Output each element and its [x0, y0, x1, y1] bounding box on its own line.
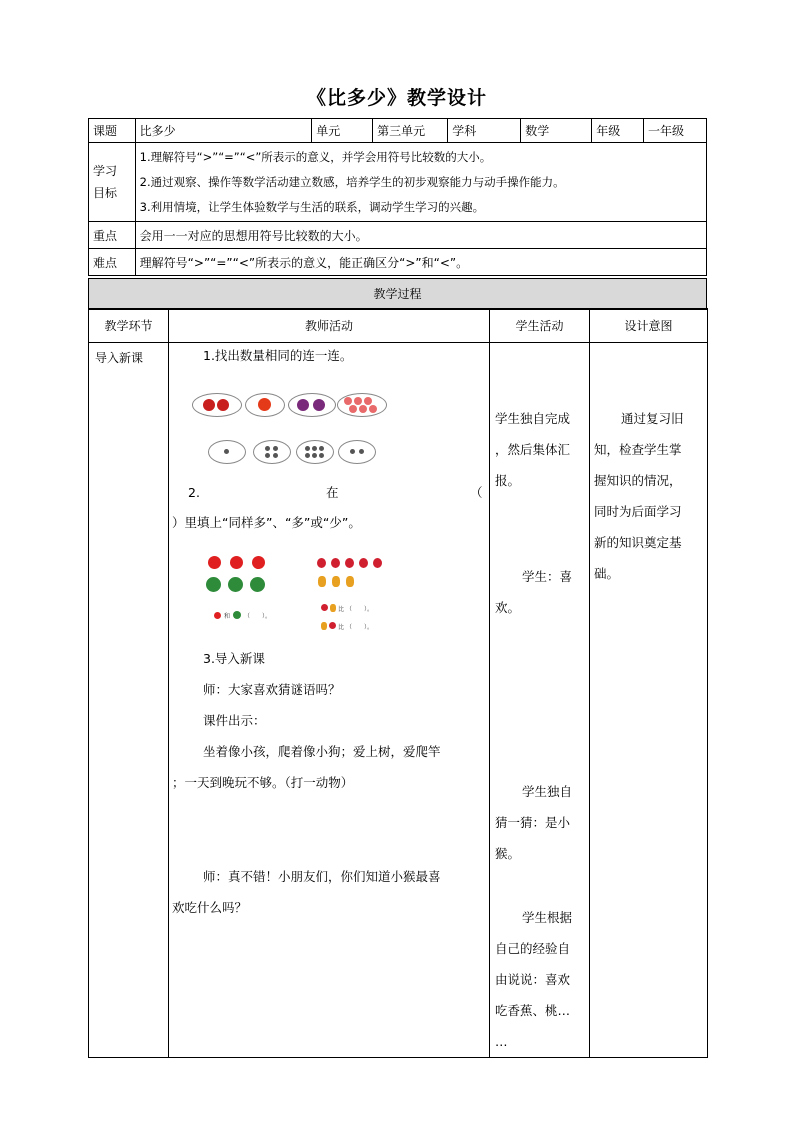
- dot: [273, 453, 278, 458]
- teacher-item-1: 1.找出数量相同的连一连。: [203, 348, 353, 363]
- apple-icon: [230, 556, 243, 569]
- objectives-list: [135, 143, 706, 222]
- student-line: 学生独自: [522, 784, 573, 799]
- student-line: 自己的经验自: [495, 941, 571, 956]
- pineapple-icon: [332, 576, 340, 587]
- dot: [273, 446, 278, 451]
- student-line: 报。: [495, 473, 521, 488]
- dot: [224, 449, 229, 454]
- oval-dots-2: [338, 440, 376, 464]
- student-line: 猴。: [495, 846, 521, 861]
- apple-icon: [258, 398, 271, 411]
- apple-icon: [208, 556, 221, 569]
- peach-icon: [349, 405, 357, 413]
- intent-line: 知，检查学生掌: [594, 442, 682, 457]
- riddle-line-a: 坐着像小孩，爬着像小狗；爱上树，爱爬竿: [203, 744, 441, 759]
- strawberry-icon: [329, 622, 336, 629]
- riddle-line-b: ；一天到晚玩不够。（打一动物）: [172, 775, 354, 790]
- teacher-line-2: 课件出示：: [203, 713, 266, 728]
- page-title: 《比多少》教学设计: [306, 87, 487, 109]
- pineapple-icon: [330, 604, 336, 612]
- student-line: 猜一猜：是小: [495, 815, 571, 830]
- subject-label: 学科: [448, 119, 521, 143]
- peach-icon: [364, 397, 372, 405]
- design-intent: [594, 403, 704, 589]
- subject-value: 数学: [521, 119, 592, 143]
- oval-peaches: [337, 393, 387, 417]
- student-activity-4: [495, 902, 585, 1057]
- student-line: 由说说：喜欢: [495, 972, 571, 987]
- student-activity-3: [495, 776, 585, 869]
- oval-grapes: [288, 393, 336, 417]
- peach-icon: [369, 405, 377, 413]
- student-activity-1: [495, 403, 585, 496]
- header-intent: 设计意图: [590, 309, 708, 343]
- objectives-label: [89, 143, 136, 222]
- oval-apple: [245, 393, 285, 417]
- dot: [319, 446, 324, 451]
- item2-rest: ）里填上“同样多”、“多”或“少”。: [172, 515, 361, 530]
- oval-cherries: [192, 393, 242, 417]
- strawberry-icon: [345, 558, 354, 568]
- topic-label: 课题: [89, 119, 136, 143]
- fig-he: 和: [224, 613, 231, 620]
- oval-dots-1: [208, 440, 246, 464]
- intent-line: 通过复习旧: [621, 411, 684, 426]
- strawberry-icon: [359, 558, 368, 568]
- key-value: 会用一一对应的思想用符号比较数的大小。: [135, 222, 706, 249]
- item2-number: 2.: [188, 485, 200, 500]
- fig-bi: 比: [338, 606, 345, 613]
- student-line: 欢。: [495, 600, 521, 615]
- topic-value: 比多少: [135, 119, 312, 143]
- dot: [305, 453, 310, 458]
- student-line: 学生：喜: [522, 569, 573, 584]
- fig-blank: （ ）。: [346, 606, 374, 613]
- dot: [265, 446, 270, 451]
- stage-label: 导入新课: [95, 351, 144, 365]
- fig-blank: （ ）。: [244, 613, 272, 620]
- student-activity-2: [495, 561, 585, 623]
- watermelon-icon: [206, 577, 221, 592]
- info-table: [88, 118, 707, 276]
- student-line: 学生独自完成: [495, 411, 571, 426]
- objective-item: 2.通过观察、操作等数学活动建立数感，培养学生的初步观察能力与动手操作能力。: [139, 174, 565, 189]
- dot: [359, 449, 364, 454]
- student-line: 学生根据: [522, 910, 573, 925]
- intent-line: 同时为后面学习: [594, 504, 682, 519]
- teacher-line-4b: 欢吃什么吗？: [172, 900, 248, 915]
- dot: [312, 453, 317, 458]
- header-student: 学生活动: [490, 309, 590, 343]
- fig-bi: 比: [338, 624, 345, 631]
- dot: [350, 449, 355, 454]
- strawberry-icon: [317, 558, 326, 568]
- dot: [312, 446, 317, 451]
- pineapple-icon: [346, 576, 354, 587]
- header-stage: 教学环节: [89, 309, 169, 343]
- objective-item: 3.利用情境，让学生体验数学与生活的联系，调动学生学习的兴趣。: [139, 199, 485, 214]
- grape-icon: [297, 399, 309, 411]
- objective-item: 1.理解符号“>”“=”“<”所表示的意义，并学会用符号比较数的大小。: [139, 149, 492, 164]
- item2-paren: （: [470, 485, 483, 500]
- peach-icon: [359, 405, 367, 413]
- pineapple-icon: [318, 576, 326, 587]
- key-label: 重点: [89, 222, 136, 249]
- unit-value: 第三单元: [373, 119, 448, 143]
- dot: [265, 453, 270, 458]
- dot: [319, 453, 324, 458]
- student-line: 吃香蕉、桃…: [495, 1003, 571, 1018]
- watermelon-icon: [250, 577, 265, 592]
- cherry-icon: [217, 399, 229, 411]
- teacher-item-3: 3.导入新课: [203, 651, 265, 666]
- strawberry-icon: [373, 558, 382, 568]
- objectives-label-text: 学习目标: [93, 164, 118, 200]
- peach-icon: [344, 397, 352, 405]
- unit-label: 单元: [312, 119, 373, 143]
- fig-blank: （ ）。: [346, 624, 374, 631]
- intent-line: 础。: [594, 566, 620, 581]
- watermelon-icon: [233, 611, 241, 619]
- header-teacher: 教师活动: [169, 309, 490, 343]
- oval-dots-6: [296, 440, 334, 464]
- grade-value: 一年级: [644, 119, 707, 143]
- strawberry-icon: [331, 558, 340, 568]
- difficulty-value: 理解符号“>”“=”“<”所表示的意义，能正确区分“>”和“<”。: [135, 249, 706, 276]
- student-line: ，然后集体汇: [495, 442, 571, 457]
- teacher-line-1: 师：大家喜欢猜谜语吗？: [203, 682, 341, 697]
- grape-icon: [313, 399, 325, 411]
- cherry-icon: [203, 399, 215, 411]
- item2-zai: 在: [326, 485, 339, 500]
- oval-dots-4: [253, 440, 291, 464]
- grade-label: 年级: [592, 119, 644, 143]
- teacher-line-4a: 师：真不错！小朋友们，你们知道小猴最喜: [203, 869, 441, 884]
- pineapple-icon: [321, 622, 327, 630]
- stage-cell: [89, 343, 169, 1058]
- intent-line: 新的知识奠定基: [594, 535, 682, 550]
- peach-icon: [354, 397, 362, 405]
- apple-icon: [214, 612, 221, 619]
- intent-line: 握知识的情况，: [594, 473, 682, 488]
- dot: [305, 446, 310, 451]
- watermelon-icon: [228, 577, 243, 592]
- student-line: …: [495, 1034, 508, 1049]
- strawberry-icon: [321, 604, 328, 611]
- apple-icon: [252, 556, 265, 569]
- difficulty-label: 难点: [89, 249, 136, 276]
- process-band: 教学过程: [88, 278, 707, 310]
